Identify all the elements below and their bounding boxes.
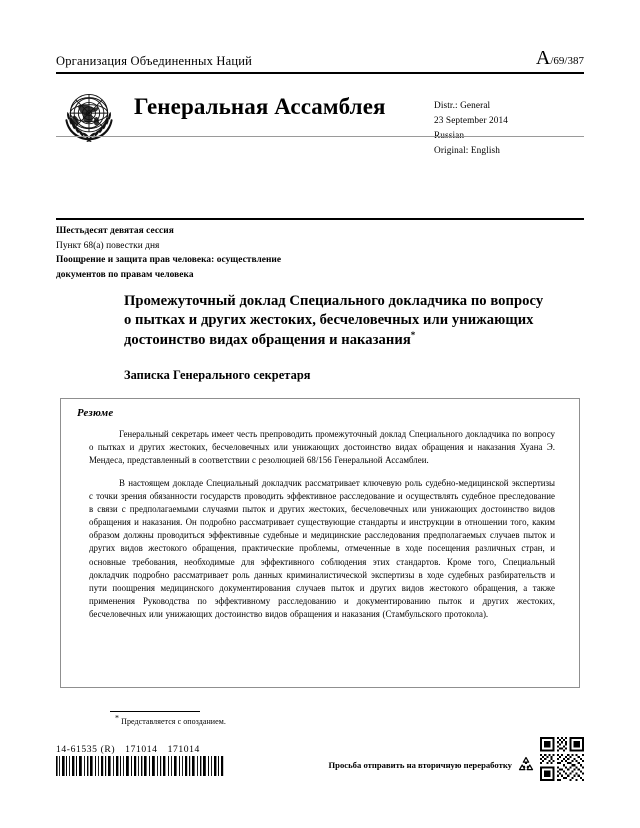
qr-code bbox=[540, 737, 584, 781]
footnote-marker: * bbox=[115, 713, 120, 723]
distr-language: Russian bbox=[434, 131, 465, 142]
barcode bbox=[56, 756, 226, 776]
organization-name: Организация Объединенных Наций bbox=[56, 54, 253, 69]
recycle-icon bbox=[516, 755, 536, 775]
masthead-title-row bbox=[56, 82, 584, 158]
footnote-separator bbox=[110, 711, 200, 712]
distr-original: Original: English bbox=[434, 146, 500, 157]
footer-left bbox=[56, 744, 226, 776]
masthead-rule-thick bbox=[56, 72, 584, 74]
agenda-title-line-2: документов по правам человека bbox=[56, 269, 194, 280]
distr-line: Distr.: General bbox=[434, 101, 491, 111]
masthead bbox=[56, 48, 584, 158]
footnote bbox=[115, 713, 515, 726]
agenda-title-line-1: Поощрение и защита прав человека: осуществление bbox=[56, 255, 282, 266]
distr-date: 23 September 2014 bbox=[434, 116, 508, 127]
un-emblem-icon bbox=[56, 86, 122, 148]
summary-paragraph: Генеральный секретарь имеет честь препроводить промежуточный доклад Специального докладчика по вопросу о пытках и других жестоких, бесчеловечных или унижающих достоинство видах обращения и наказания Хуана Э. Мендеса, представленный в соответствии с резолюцией 68/156 Генеральной Ассамблеи. bbox=[89, 429, 555, 466]
document-symbol-rest: /69/387 bbox=[550, 55, 584, 67]
distribution-block bbox=[434, 99, 584, 159]
session-rule bbox=[56, 218, 584, 220]
agenda-item: Пункт 68(a) повестки дня bbox=[56, 240, 160, 251]
title-footnote-marker: * bbox=[410, 329, 416, 340]
organization-row bbox=[56, 48, 584, 69]
page-subtitle: Записка Генерального секретаря bbox=[124, 368, 311, 382]
page-title bbox=[124, 292, 544, 350]
job-number: 14-61535 (R) bbox=[56, 744, 116, 755]
document-symbol bbox=[536, 48, 584, 69]
session-block bbox=[56, 224, 486, 282]
summary-heading: Резюме bbox=[77, 407, 114, 419]
body-name: Генеральная Ассамблея bbox=[134, 94, 386, 119]
recycle-text: Просьба отправить на вторичную переработку bbox=[328, 759, 512, 770]
footer-right bbox=[328, 748, 584, 781]
page-title-text: Промежуточный доклад Специального докладчика по вопросу о пытках и других жестоких, бесчеловечных или унижающих достоинство видах обращения и наказания bbox=[124, 293, 544, 348]
footnote-text: Представляется с опозданием. bbox=[121, 717, 226, 726]
summary-box bbox=[60, 398, 580, 688]
page-footer bbox=[56, 744, 584, 781]
summary-body bbox=[89, 428, 555, 621]
summary-paragraph: В настоящем докладе Специальный докладчик рассматривает ключевую роль судебно-медицинской экспертизы с точки зрения обязанности государств проводить эффективное расследование и осуществлять судебное преследование в связи с предполагаемыми случаями пыток и других жестоких, бесчеловечных или унижающих достоинство видов обращения и наказания. Он подробно рассматривает существующие стандарты и инструкции в отношении того, каким образом должны проводиться эффективные судебные и медицинские расследования предполагаемых случаев пыток и других видов жестокого обращения, практические проблемы, отмеченные в ходе посещения различных стран, и основные требования, необходимые для эффективного соблюдения этих стандартов. Кроме того, Специальный докладчик подробно рассматривает роль данных криминалистической экспертизы в ходе судебных разбирательств и пути поощрения медицинского документирования случаев пыток и других видов жестокого обращения, а также применения Руководства по эффективному расследованию и документированию пыток и других жестоких, бесчеловечных или унижающих достоинство видов обращения и наказания (Стамбульского протокола). bbox=[89, 477, 555, 620]
date-code-1: 171014 bbox=[125, 744, 158, 755]
date-code-2: 171014 bbox=[167, 744, 200, 755]
job-number-line bbox=[56, 744, 226, 755]
document-symbol-prefix: A bbox=[535, 47, 551, 69]
session-line: Шестьдесят девятая сессия bbox=[56, 226, 174, 236]
masthead-rule-thin bbox=[56, 136, 584, 137]
